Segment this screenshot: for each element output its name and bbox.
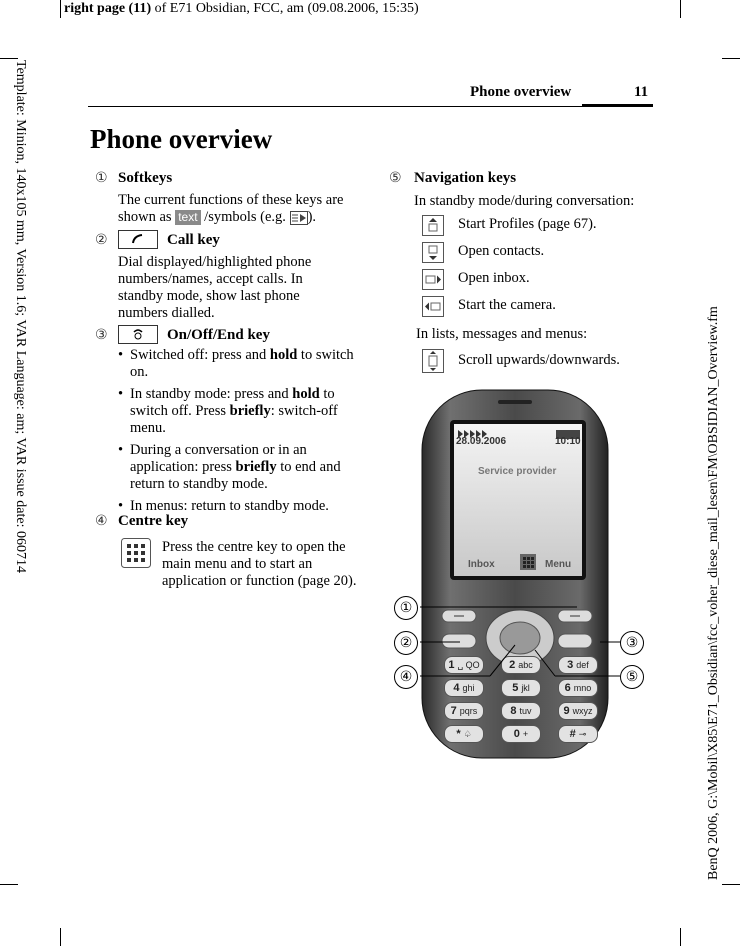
phone-softkey-left: Inbox xyxy=(468,559,495,570)
key-digit: 5 xyxy=(512,682,519,694)
key-digit: 1 xyxy=(448,659,455,671)
header-rule-thick xyxy=(582,104,653,107)
softkeys-text-a: The current functions of these keys are shown as xyxy=(118,192,344,225)
page-title: Phone overview xyxy=(90,124,273,154)
crop-mark xyxy=(0,58,18,59)
key-digit: # xyxy=(569,728,576,740)
key-letters: ⊸ xyxy=(578,729,587,739)
bullet-text: to end and return to standby mode. xyxy=(130,459,341,492)
softkeys-text-c: ). xyxy=(307,209,317,225)
keypad-key xyxy=(444,725,484,743)
phone-provider: Service provider xyxy=(478,466,557,477)
nav-left-icon xyxy=(422,296,444,317)
key-digit: 8 xyxy=(510,705,517,717)
callout-3: ③ xyxy=(620,631,644,655)
key-digit: 6 xyxy=(564,682,571,694)
callout-lines xyxy=(380,590,640,690)
bullet-item xyxy=(118,347,358,381)
key-letters: wxyz xyxy=(572,706,593,716)
bold-term: briefly xyxy=(235,459,277,475)
crop-mark xyxy=(722,58,740,59)
nav-intro: In standby mode/during conversation: xyxy=(414,193,635,209)
nav-row-label: Open inbox. xyxy=(458,270,530,286)
page-label: right page (11) xyxy=(64,1,152,16)
key-digit: 0 xyxy=(513,728,520,740)
running-title: Phone overview xyxy=(470,84,572,100)
meta-rest: of E71 Obsidian, FCC, am (09.08.2006, 15:35) xyxy=(151,1,419,16)
callout-5: ⑤ xyxy=(620,665,644,689)
menu-symbol-icon xyxy=(290,211,308,225)
bold-term: hold xyxy=(292,386,320,402)
crop-mark xyxy=(722,884,740,885)
callout-1: ① xyxy=(394,596,418,620)
key-letters: def xyxy=(576,660,589,670)
section-number: ④ xyxy=(95,513,108,529)
callout-2: ② xyxy=(394,631,418,655)
section-number: ③ xyxy=(95,327,108,343)
bullet-item: • In menus: return to standby mode. xyxy=(118,498,358,515)
menu-grid-icon xyxy=(121,538,151,573)
key-digit: 4 xyxy=(453,682,460,694)
callout-4: ④ xyxy=(394,665,418,689)
key-letters: abc xyxy=(518,660,533,670)
key-letters: jkl xyxy=(521,683,530,693)
key-digit: 2 xyxy=(509,659,516,671)
phone-illustration xyxy=(420,388,610,760)
section-number: ② xyxy=(95,232,108,248)
section-number: ⑤ xyxy=(389,170,402,186)
nav-down-icon xyxy=(422,242,444,263)
call-key-heading: Call key xyxy=(167,232,220,248)
left-margin-note xyxy=(6,60,32,660)
nav-row-label: Start Profiles (page 67). xyxy=(458,216,597,232)
bullet-item xyxy=(118,386,358,437)
bullet-text: Switched off: press and xyxy=(130,347,270,363)
key-digit: * xyxy=(456,728,461,740)
key-letters: ♤ xyxy=(463,729,472,739)
end-key-heading: On/Off/End key xyxy=(167,327,270,343)
bold-term: briefly xyxy=(229,403,271,419)
key-letters: ghi xyxy=(462,683,475,693)
crop-mark xyxy=(680,928,681,946)
crop-mark xyxy=(0,884,18,885)
end-key-icon xyxy=(118,325,158,344)
header-rule xyxy=(88,106,653,107)
softkeys-heading: Softkeys xyxy=(118,170,173,186)
page-number: 11 xyxy=(634,84,649,100)
right-margin-note xyxy=(706,60,736,880)
bullet-text: During a conversation or in an application: press xyxy=(130,442,307,475)
key-letters: + xyxy=(522,729,529,739)
bullet-text: to switch on. xyxy=(130,347,354,380)
crop-mark xyxy=(680,0,681,18)
centre-key-description: Press the centre key to open the main menu and to start an application or function (page 20). xyxy=(162,539,357,589)
key-letters: pqrs xyxy=(459,706,478,716)
keypad-key xyxy=(558,702,598,720)
nav-up-icon xyxy=(422,215,444,236)
keypad-key xyxy=(501,725,541,743)
phone-softkey-right: Menu xyxy=(545,559,572,570)
key-letters: mno xyxy=(573,683,592,693)
section-number: ① xyxy=(95,170,108,186)
text-badge: text xyxy=(175,210,200,225)
print-metadata xyxy=(64,1,419,17)
nav-up-down-icon xyxy=(422,349,444,373)
phone-date: 28.09.2006 xyxy=(456,436,507,447)
call-key-description: Dial displayed/highlighted phone numbers/names, accept calls. In standby mode, show last phone numbers dialled. xyxy=(118,254,312,321)
bold-term: hold xyxy=(269,347,298,363)
softkeys-text-b: /symbols (e.g. xyxy=(200,209,290,225)
softkeys-description xyxy=(118,192,358,226)
bullet-item xyxy=(118,442,358,493)
key-digit: 3 xyxy=(567,659,574,671)
nav-row-label: Start the camera. xyxy=(458,297,556,313)
keypad-key xyxy=(501,702,541,720)
end-key-description xyxy=(118,347,358,520)
key-letters: tuv xyxy=(519,706,532,716)
file-path-note: BenQ 2006, G:\Mobil\X85\E71_Obsidian\fcc_voher_diese_mail_lesen\FM\OBSIDIAN_Overview.fm xyxy=(706,306,721,880)
call-key-icon xyxy=(118,230,158,249)
nav-intro-lists: In lists, messages and menus: xyxy=(416,326,588,342)
crop-mark xyxy=(60,0,61,18)
keypad-key xyxy=(444,702,484,720)
centre-key-heading: Centre key xyxy=(118,513,189,529)
key-digit: 7 xyxy=(450,705,457,717)
bullet-text: In standby mode: press and xyxy=(130,386,293,402)
bullet-text: to switch off. Press xyxy=(130,386,335,419)
phone-time: 10:10 xyxy=(555,436,581,447)
nav-row-label: Open contacts. xyxy=(458,243,545,259)
crop-mark xyxy=(60,928,61,946)
key-digit: 9 xyxy=(563,705,570,717)
bullet-text: : switch-off menu. xyxy=(130,403,338,436)
key-letters: ␣ QO xyxy=(457,660,480,670)
keypad-key xyxy=(558,725,598,743)
template-note: Template: Minion, 140x105 mm, Version 1.6; VAR Language: am; VAR issue date: 060714 xyxy=(13,60,28,573)
nav-right-icon xyxy=(422,269,444,290)
nav-row-label: Scroll upwards/downwards. xyxy=(458,352,620,368)
navigation-keys-heading: Navigation keys xyxy=(414,170,517,186)
